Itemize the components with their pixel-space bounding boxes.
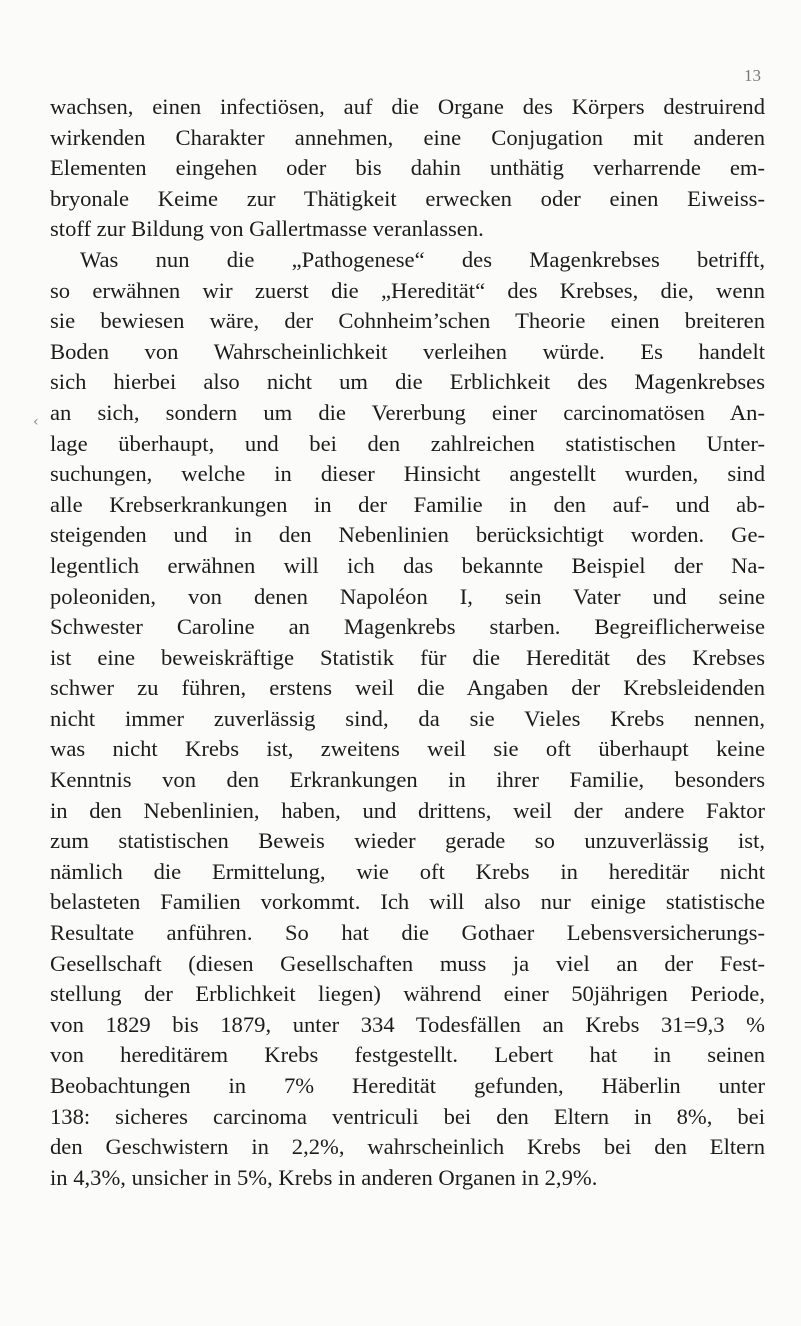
text-line: poleoniden, von denen Napoléon I, sein Vater und seine (50, 583, 765, 609)
text-line: zum statistischen Beweis wieder gerade so unzuverlässig ist, (50, 828, 765, 854)
text-line: an sich, sondern um die Vererbung einer carcinomatösen An- (50, 399, 765, 425)
text-line: so erwähnen wir zuerst die „Heredität“ des Krebses, die, wenn (50, 277, 765, 303)
text-line: Beobachtungen in 7% Heredität gefunden, Häberlin unter (50, 1073, 765, 1098)
text-line: ist eine beweiskräftige Statistik für die Heredität des Krebses (50, 644, 765, 670)
text-line: 138: sicheres carcinoma ventriculi bei den Eltern in 8%, bei (50, 1103, 765, 1129)
text-line: Kenntnis von den Erkrankungen in ihrer Familie, besonders (50, 767, 765, 793)
text-line: wirkenden Charakter annehmen, eine Conjugation mit anderen (50, 124, 765, 150)
text-line: bryonale Keime zur Thätigkeit erwecken oder einen Eiweiss- (50, 185, 765, 211)
text-line: stoff zur Bildung von Gallertmasse veranlassen. (50, 216, 484, 242)
text-line: stellung der Erblichkeit liegen) während einer 50jährigen Periode, (50, 981, 765, 1007)
text-line: sie bewiesen wäre, der Cohnheim’schen Theorie einen breiteren (50, 308, 765, 334)
margin-mark: ‹ (33, 414, 39, 430)
text-line: Gesellschaft (diesen Gesellschaften muss ja viel an der Fest- (50, 950, 765, 976)
text-line: steigenden und in den Nebenlinien berücksichtigt worden. Ge- (50, 522, 765, 548)
text-line: von hereditärem Krebs festgestellt. Lebert hat in seinen (50, 1042, 765, 1068)
text-line: Elementen eingehen oder bis dahin unthätig verharrende em- (50, 155, 765, 181)
text-line: Was nun die „Pathogenese“ des Magenkrebses betrifft, (80, 246, 765, 272)
text-line: schwer zu führen, erstens weil die Angaben der Krebsleidenden (50, 675, 765, 701)
text-line: von 1829 bis 1879, unter 334 Todesfällen an Krebs 31=9,3 % (50, 1011, 765, 1037)
text-line: Schwester Caroline an Magenkrebs starben. Begreiflicherweise (50, 614, 765, 640)
text-line: sich hierbei also nicht um die Erblichkeit des Magenkrebses (50, 369, 765, 395)
text-line: suchungen, welche in dieser Hinsicht angestellt wurden, sind (50, 461, 765, 487)
text-line: alle Krebserkrankungen in der Familie in den auf- und ab- (50, 491, 765, 517)
text-line: was nicht Krebs ist, zweitens weil sie oft überhaupt keine (50, 736, 765, 762)
page-number: 13 (744, 66, 761, 85)
text-line: in den Nebenlinien, haben, und drittens, weil der andere Faktor (50, 797, 765, 823)
text-line: Boden von Wahrscheinlichkeit verleihen würde. Es handelt (50, 338, 765, 364)
text-line: in 4,3%, unsicher in 5%, Krebs in anderen Organen in 2,9%. (50, 1164, 598, 1190)
text-line: lage überhaupt, und bei den zahlreichen statistischen Unter- (50, 430, 765, 456)
body-text (50, 92, 765, 1193)
text-line: belasteten Familien vorkommt. Ich will also nur einige statistische (50, 889, 765, 915)
text-line: wachsen, einen infectiösen, auf die Organe des Körpers destruirend (50, 94, 765, 119)
text-line: den Geschwistern in 2,2%, wahrscheinlich Krebs bei den Eltern (50, 1134, 765, 1160)
text-line: nicht immer zuverlässig sind, da sie Vieles Krebs nennen, (50, 705, 765, 731)
text-line: legentlich erwähnen will ich das bekannte Beispiel der Na- (50, 552, 765, 578)
text-line: Resultate anführen. So hat die Gothaer Lebensversicherungs- (50, 920, 765, 946)
text-line: nämlich die Ermittelung, wie oft Krebs in hereditär nicht (50, 858, 765, 884)
